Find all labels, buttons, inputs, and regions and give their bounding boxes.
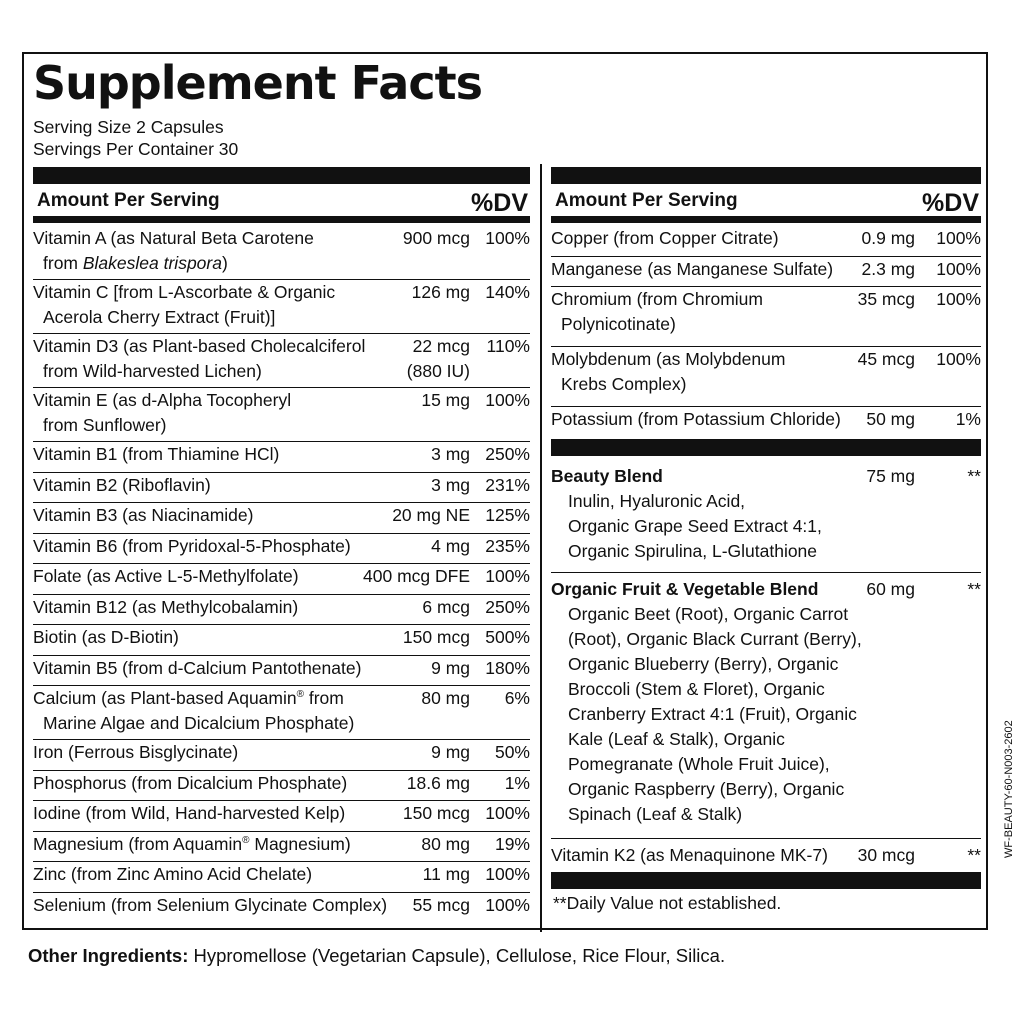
nutrient-row xyxy=(33,334,530,388)
header-bar-top xyxy=(33,167,530,184)
nutrient-row xyxy=(551,226,981,257)
other-ingredients xyxy=(28,945,725,967)
header-bar-top xyxy=(551,167,981,184)
nutrient-source: Marine Algae and Dicalcium Phosphate) xyxy=(43,713,355,733)
dv-heading: %DV xyxy=(922,189,979,217)
footer-bar xyxy=(551,872,981,889)
nutrient-name: Biotin (as D-Biotin) xyxy=(33,627,179,647)
nutrient-amount: 18.6 mg xyxy=(406,772,470,793)
footnote: **Daily Value not established. xyxy=(553,893,782,914)
blend-dv: ** xyxy=(967,579,981,600)
nutrient-row xyxy=(33,832,530,863)
left-column xyxy=(33,167,530,922)
nutrient-name: Calcium (as Plant-based Aquamin® from Marine Algae and Dicalcium Phosphate) xyxy=(33,686,354,736)
blend-row xyxy=(551,464,981,574)
nutrient-name: Vitamin B5 (from d-Calcium Pantothenate) xyxy=(33,657,362,678)
amount-per-serving-heading: Amount Per Serving xyxy=(37,190,220,211)
nutrient-row xyxy=(33,625,530,656)
nutrient-name: Vitamin A (as Natural Beta Carotene from Blakeslea trispora) xyxy=(33,226,314,276)
registered-mark: ® xyxy=(296,689,304,701)
nutrient-name: Vitamin K2 (as Menaquinone MK-7) xyxy=(551,845,828,866)
nutrient-name: Iodine (from Wild, Hand-harvested Kelp) xyxy=(33,803,346,823)
nutrient-dv: 250% xyxy=(485,444,530,464)
nutrient-row xyxy=(33,801,530,832)
nutrient-name: Phosphorus (from Dicalcium Phosphate) xyxy=(33,772,348,793)
nutrient-dv: 140% xyxy=(485,282,530,302)
nutrient-name: Vitamin B2 (Riboflavin) xyxy=(33,474,211,495)
nutrient-dv: 19% xyxy=(494,833,530,854)
nutrient-amount: 150 mcg xyxy=(402,627,470,647)
header-bar-bottom xyxy=(551,216,981,223)
nutrient-name: Molybdenum (as Molybdenum Krebs Complex) xyxy=(551,347,785,397)
blend-amount: 60 mg xyxy=(866,579,915,600)
nutrient-name: Vitamin D3 (as Plant-based Cholecalciferol from Wild-harvested Lichen) xyxy=(33,334,365,384)
right-column xyxy=(551,167,981,914)
nutrient-dv: 500% xyxy=(485,627,530,647)
supplement-facts-panel xyxy=(22,52,988,930)
nutrient-amount: 126 mg xyxy=(411,282,470,302)
nutrient-row xyxy=(33,862,530,893)
nutrient-amount: 55 mcg xyxy=(412,894,470,915)
nutrient-amount: 80 mg xyxy=(421,833,470,854)
nutrient-dv: 6% xyxy=(504,688,530,708)
nutrient-dv: 231% xyxy=(485,474,530,495)
nutrient-name: Copper (from Copper Citrate) xyxy=(551,228,779,248)
nutrient-row xyxy=(33,388,530,442)
nutrient-dv: 100% xyxy=(936,289,981,309)
nutrient-amount: 45 mcg xyxy=(857,349,915,369)
other-ingredients-text: Hypromellose (Vegetarian Capsule), Cellulose, Rice Flour, Silica. xyxy=(188,945,726,966)
nutrient-dv: 110% xyxy=(486,336,530,356)
nutrient-dv: 1% xyxy=(504,772,530,793)
nutrient-name: Vitamin B6 (from Pyridoxal-5-Phosphate) xyxy=(33,535,351,556)
nutrient-amount: 9 mg xyxy=(431,742,470,762)
blend-name: Beauty Blend xyxy=(551,465,663,486)
nutrient-dv: 100% xyxy=(485,390,530,410)
nutrient-amount: 15 mg xyxy=(421,390,470,410)
nutrient-row xyxy=(33,280,530,334)
nutrient-amount: 900 mcg xyxy=(402,228,470,248)
nutrient-name: Iron (Ferrous Bisglycinate) xyxy=(33,742,239,762)
nutrient-dv: 100% xyxy=(485,228,530,248)
nutrient-name: Vitamin B1 (from Thiamine HCl) xyxy=(33,444,280,464)
nutrient-row xyxy=(33,226,530,280)
nutrient-name: Potassium (from Potassium Chloride) xyxy=(551,409,841,429)
nutrient-amount: 9 mg xyxy=(431,657,470,678)
nutrient-dv: 100% xyxy=(936,258,981,279)
nutrient-dv: 100% xyxy=(485,803,530,823)
blend-ingredients: Inulin, Hyaluronic Acid, Organic Grape Seed Extract 4:1, Organic Spirulina, L-Glutathione xyxy=(568,490,822,561)
nutrient-amount: 80 mg xyxy=(421,688,470,708)
nutrient-dv: 235% xyxy=(485,535,530,556)
product-code: WF-BEAUTY-60-N003-2602 xyxy=(1003,720,1015,858)
nutrient-row xyxy=(551,287,981,347)
blend-ingredients: Organic Beet (Root), Organic Carrot (Root), Organic Black Currant (Berry), Organic Blueberry (Berry), Organic Broccoli (Stem & Floret), Organic Cranberry Extract 4:1 (Fruit), Organic Kale (Leaf & Stalk), Organic Pomegranate (Whole Fruit Juice), Organic Raspberry (Berry), Organic Spinach (Leaf & Stalk) xyxy=(568,604,862,825)
nutrient-name: Vitamin B3 (as Niacinamide) xyxy=(33,505,254,525)
nutrient-source: Polynicotinate) xyxy=(561,314,676,334)
nutrient-amount: 400 mcg DFE xyxy=(363,566,470,586)
nutrient-amount: 6 mcg xyxy=(422,596,470,617)
dv-heading: %DV xyxy=(471,189,528,217)
nutrient-dv: 100% xyxy=(936,349,981,369)
nutrient-dv: ** xyxy=(967,845,981,866)
nutrient-dv: 100% xyxy=(485,864,530,884)
blend-row xyxy=(551,577,981,839)
serving-size: Serving Size 2 Capsules xyxy=(33,117,224,137)
nutrient-name: Vitamin C [from L-Ascorbate & Organic Acerola Cherry Extract (Fruit)] xyxy=(33,280,335,330)
nutrient-amount: 3 mg xyxy=(431,474,470,495)
nutrient-amount: 3 mg xyxy=(431,444,470,464)
nutrient-source: from Sunflower) xyxy=(43,415,167,435)
nutrient-row xyxy=(551,347,981,407)
nutrient-row xyxy=(551,407,981,437)
nutrient-row xyxy=(33,656,530,687)
nutrient-row xyxy=(33,686,530,740)
nutrient-name: Folate (as Active L-5-Methylfolate) xyxy=(33,566,299,586)
nutrient-row xyxy=(33,595,530,626)
nutrient-amount: 22 mcg (880 IU) xyxy=(406,336,470,381)
amount-per-serving-heading: Amount Per Serving xyxy=(555,190,738,211)
nutrient-row xyxy=(33,442,530,473)
nutrient-row xyxy=(33,503,530,534)
nutrient-amount: 4 mg xyxy=(431,535,470,556)
nutrient-amount: 35 mcg xyxy=(857,289,915,309)
nutrient-name: Vitamin E (as d-Alpha Tocopheryl from Sunflower) xyxy=(33,388,291,438)
nutrient-amount: 20 mg NE xyxy=(392,505,470,525)
nutrient-row xyxy=(33,564,530,595)
species-name: Blakeslea trispora xyxy=(82,253,222,273)
nutrient-row xyxy=(33,534,530,565)
nutrient-row xyxy=(33,893,530,923)
nutrient-source: Krebs Complex) xyxy=(561,374,687,394)
nutrient-name: Magnesium (from Aquamin® Magnesium) xyxy=(33,833,351,854)
nutrient-row xyxy=(551,257,981,288)
section-bar xyxy=(551,439,981,456)
nutrient-row xyxy=(551,843,981,872)
nutrient-name: Vitamin B12 (as Methylcobalamin) xyxy=(33,596,299,617)
nutrient-dv: 100% xyxy=(485,894,530,915)
nutrient-row xyxy=(33,740,530,771)
nutrient-amount: 30 mcg xyxy=(857,845,915,866)
registered-mark: ® xyxy=(242,834,250,846)
nutrient-dv: 100% xyxy=(936,228,981,248)
other-ingredients-label: Other Ingredients: xyxy=(28,945,189,966)
nutrient-dv: 250% xyxy=(485,596,530,617)
column-divider xyxy=(540,164,542,932)
nutrient-dv: 100% xyxy=(485,566,530,586)
header-bar-bottom xyxy=(33,216,530,223)
nutrient-dv: 125% xyxy=(485,505,530,525)
nutrient-dv: 1% xyxy=(955,409,981,429)
nutrient-row xyxy=(33,473,530,504)
nutrient-amount: 0.9 mg xyxy=(861,228,915,248)
nutrient-amount: 150 mcg xyxy=(402,803,470,823)
nutrient-dv: 50% xyxy=(494,742,530,762)
nutrient-amount: 2.3 mg xyxy=(861,258,915,279)
nutrient-row xyxy=(33,771,530,802)
nutrient-source: from Blakeslea trispora) xyxy=(43,253,228,273)
blend-name: Organic Fruit & Vegetable Blend xyxy=(551,579,819,600)
servings-per-container: Servings Per Container 30 xyxy=(33,139,239,159)
panel-title: Supplement Facts xyxy=(33,56,482,110)
nutrient-name: Zinc (from Zinc Amino Acid Chelate) xyxy=(33,864,313,884)
left-header xyxy=(33,184,530,216)
nutrient-amount: 11 mg xyxy=(422,864,470,884)
blend-amount: 75 mg xyxy=(866,465,915,486)
right-header xyxy=(551,184,981,216)
nutrient-name: Manganese (as Manganese Sulfate) xyxy=(551,258,834,279)
nutrient-source: from Wild-harvested Lichen) xyxy=(43,361,262,381)
nutrient-name: Chromium (from Chromium Polynicotinate) xyxy=(551,287,763,337)
nutrient-source: Acerola Cherry Extract (Fruit)] xyxy=(43,307,276,327)
nutrient-name: Selenium (from Selenium Glycinate Complex) xyxy=(33,894,388,915)
nutrient-amount: 50 mg xyxy=(866,409,915,429)
blend-dv: ** xyxy=(967,465,981,486)
nutrient-dv: 180% xyxy=(485,657,530,678)
